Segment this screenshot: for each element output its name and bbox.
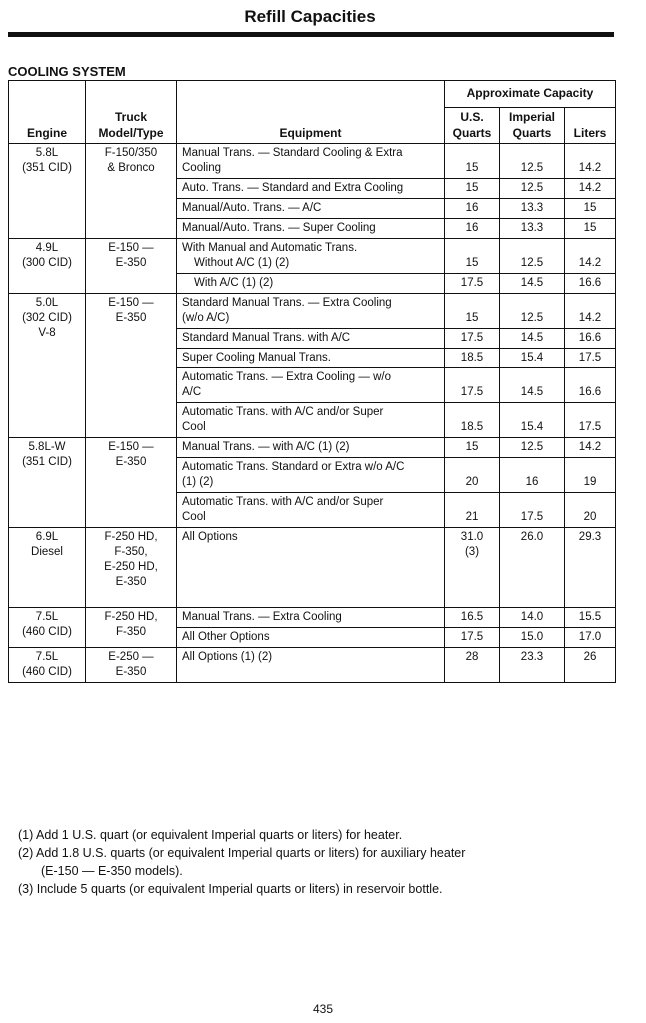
equipment-cell [177,238,445,273]
liters-cell-value: 17.5 [578,351,602,364]
us-quarts-cell-value: 17.5 [460,276,484,289]
liters-cell [565,273,616,293]
imperial-quarts-cell [500,273,565,293]
imperial-quarts-cell [500,238,565,273]
equipment-cell [177,273,445,293]
us-quarts-cell [445,368,500,403]
us-quarts-cell-value: 18.5 [460,421,484,434]
equipment-line: Standard Manual Trans. — Extra Cooling [182,296,392,309]
liters-cell [565,403,616,438]
equipment-line: Automatic Trans. — Extra Cooling — w/o [182,371,391,384]
liters-cell-value: 14.2 [578,182,602,195]
header-imp-line2: Quarts [512,125,552,140]
liters-cell-value: 16.6 [578,386,602,399]
equipment-line: All Options [182,530,238,543]
model-line: F-150/350 [104,147,158,160]
engine-line: 7.5L [35,650,59,663]
equipment-line: Cool [182,421,206,434]
us-quarts-cell [445,144,500,179]
imperial-quarts-cell [500,218,565,238]
imperial-quarts-cell [500,199,565,219]
equipment-cell [177,144,445,179]
imperial-quarts-cell-value: 26.0 [520,530,544,543]
model-cell [86,647,177,682]
us-quarts-cell [445,199,500,219]
us-quarts-note: (3) [464,545,480,558]
footnote-continuation: (E-150 — E-350 models). [41,864,183,879]
imperial-quarts-cell-value: 12.5 [520,162,544,175]
engine-line: (300 CID) [22,256,72,269]
equipment-line: Super Cooling Manual Trans. [182,351,331,364]
table-row [9,527,616,607]
footnote: (3) Include 5 quarts (or equivalent Imperial quarts or liters) in reservoir bottle. [18,882,443,897]
model-cell [86,607,177,647]
us-quarts-cell-value: 16 [465,202,479,214]
equipment-line: Manual Trans. — with A/C (1) (2) [182,441,350,454]
imperial-quarts-cell [500,403,565,438]
engine-line: V-8 [38,326,56,339]
imperial-quarts-cell-value: 13.3 [520,221,544,234]
header-equipment: Equipment [177,81,445,144]
liters-cell [565,493,616,528]
engine-line: (460 CID) [22,665,72,678]
model-cell [86,144,177,239]
engine-cell [9,238,86,293]
liters-cell [565,647,616,682]
model-line: E-150 — [108,441,154,454]
engine-cell [9,607,86,647]
equipment-line: Manual/Auto. Trans. — Super Cooling [182,221,376,234]
header-model [86,81,177,144]
engine-line: (302 CID) [22,311,72,324]
imperial-quarts-cell [500,627,565,647]
liters-cell-value: 15.5 [578,610,602,623]
us-quarts-cell-value: 31.0 [460,530,484,543]
liters-cell [565,238,616,273]
table-row [9,438,616,458]
model-line: F-250 HD, [104,610,158,623]
model-cell [86,527,177,607]
engine-line: 7.5L [35,610,59,623]
section-heading: COOLING SYSTEM [8,64,126,79]
imperial-quarts-cell-value: 12.5 [520,311,544,324]
imperial-quarts-cell-value: 23.3 [520,650,544,663]
equipment-line: Automatic Trans. with A/C and/or Super [182,406,384,419]
liters-cell [565,527,616,607]
liters-cell-value: 15 [583,221,597,234]
capacity-table [8,80,616,683]
liters-cell-value: 14.2 [578,441,602,454]
equipment-line: Without A/C (1) (2) [194,256,290,269]
table-row [9,144,616,179]
equipment-cell [177,368,445,403]
liters-cell [565,627,616,647]
engine-line: 6.9L [35,530,59,543]
engine-line: 5.8L-W [28,441,66,454]
equipment-cell [177,493,445,528]
engine-line: 5.8L [35,147,59,160]
imperial-quarts-cell [500,493,565,528]
model-line: E-350 [115,256,147,269]
imperial-quarts-cell [500,293,565,328]
header-imp-line1: Imperial [508,110,556,124]
engine-cell [9,647,86,682]
equipment-cell [177,218,445,238]
imperial-quarts-cell-value: 15.0 [520,630,544,643]
equipment-line: All Options (1) (2) [182,650,273,663]
us-quarts-cell [445,527,500,607]
liters-cell [565,348,616,368]
liters-cell [565,144,616,179]
engine-cell [9,144,86,239]
equipment-cell [177,527,445,607]
liters-cell-value: 26 [583,650,597,663]
equipment-cell [177,199,445,219]
liters-cell [565,293,616,328]
model-line: E-250 — [108,650,154,663]
equipment-cell [177,438,445,458]
header-liters: Liters [565,108,616,144]
us-quarts-cell-value: 16.5 [460,610,484,623]
equipment-cell [177,403,445,438]
imperial-quarts-cell [500,328,565,348]
equipment-cell [177,348,445,368]
liters-cell [565,438,616,458]
equipment-line: (1) (2) [182,476,214,489]
model-cell [86,293,177,438]
equipment-line: (w/o A/C) [182,311,230,324]
liters-cell-value: 16.6 [578,331,602,344]
imperial-quarts-cell-value: 14.5 [520,331,544,344]
us-quarts-cell-value: 18.5 [460,351,484,364]
liters-cell-value: 14.2 [578,311,602,324]
header-us-line2: Quarts [452,125,492,140]
equipment-line: With A/C (1) (2) [194,276,274,289]
table-row [9,607,616,627]
model-line: E-350 [115,665,147,678]
us-quarts-cell [445,458,500,493]
model-line: E-350 [115,456,147,469]
table-row [9,238,616,273]
equipment-line: All Other Options [182,630,270,643]
equipment-cell [177,627,445,647]
equipment-line: Manual Trans. — Extra Cooling [182,610,342,623]
equipment-line: Automatic Trans. Standard or Extra w/o A/C [182,461,405,474]
us-quarts-cell [445,179,500,199]
imperial-quarts-cell [500,607,565,627]
liters-cell-value: 20 [583,510,597,523]
equipment-line: Cooling [182,162,221,175]
model-line: E-350 [115,311,147,324]
liters-cell [565,607,616,627]
header-us-line1: U.S. [460,110,484,124]
us-quarts-cell [445,438,500,458]
engine-line: Diesel [31,545,63,558]
us-quarts-cell-value: 17.5 [460,630,484,643]
imperial-quarts-cell-value: 14.5 [520,276,544,289]
header-imperial-quarts [500,108,565,144]
imperial-quarts-cell-value: 17.5 [520,510,544,523]
us-quarts-cell-value: 15 [465,162,479,175]
model-line: E-250 HD, [104,560,158,573]
model-line: & Bronco [107,162,155,175]
header-approx-capacity: Approximate Capacity [445,81,616,108]
liters-cell-value: 14.2 [578,162,602,175]
page-title: Refill Capacities [244,7,376,26]
equipment-line: Manual Trans. — Standard Cooling & Extra [182,147,403,160]
header-model-line2: Model/Type [98,125,164,140]
us-quarts-cell [445,607,500,627]
equipment-line: Automatic Trans. with A/C and/or Super [182,496,384,508]
footnote: (1) Add 1 U.S. quart (or equivalent Imperial quarts or liters) for heater. [18,828,403,842]
engine-line: (351 CID) [22,456,72,469]
imperial-quarts-cell [500,527,565,607]
model-line: E-350 [115,575,147,588]
header-model-line1: Truck [114,110,147,124]
footnotes [18,826,638,899]
engine-line: 4.9L [35,241,59,254]
equipment-cell [177,607,445,627]
us-quarts-cell-value: 17.5 [460,331,484,344]
model-line: E-150 — [108,241,154,254]
model-line: F-350, [114,545,148,558]
table-body [9,144,616,682]
equipment-cell [177,179,445,199]
imperial-quarts-cell [500,458,565,493]
imperial-quarts-cell-value: 15.4 [520,421,544,434]
model-cell [86,238,177,293]
us-quarts-cell [445,348,500,368]
us-quarts-cell-value: 20 [465,476,479,489]
imperial-quarts-cell-value: 12.5 [520,441,544,454]
imperial-quarts-cell [500,647,565,682]
liters-cell-value: 17.5 [578,421,602,434]
imperial-quarts-cell-value: 12.5 [520,182,544,195]
imperial-quarts-cell [500,348,565,368]
liters-cell-value: 14.2 [578,256,602,269]
liters-cell-value: 19 [583,476,597,489]
equipment-line: With Manual and Automatic Trans. [182,241,358,254]
model-line: F-350 [115,625,147,638]
equipment-cell [177,293,445,328]
liters-cell [565,328,616,348]
us-quarts-cell [445,238,500,273]
engine-cell [9,438,86,528]
imperial-quarts-cell [500,438,565,458]
us-quarts-cell [445,493,500,528]
engine-line: (460 CID) [22,625,72,638]
table-row [9,647,616,682]
header-engine: Engine [9,81,86,144]
us-quarts-cell [445,647,500,682]
imperial-quarts-cell-value: 13.3 [520,202,544,214]
imperial-quarts-cell-value: 12.5 [520,256,544,269]
us-quarts-cell [445,273,500,293]
imperial-quarts-cell [500,368,565,403]
table-header [9,81,616,144]
us-quarts-cell [445,328,500,348]
imperial-quarts-cell-value: 14.5 [520,386,544,399]
model-line: F-250 HD, [104,530,158,543]
us-quarts-cell-value: 15 [465,256,479,269]
equipment-cell [177,647,445,682]
us-quarts-cell-value: 21 [465,510,479,523]
title-rule [8,32,614,37]
us-quarts-cell-value: 15 [465,182,479,195]
us-quarts-cell [445,403,500,438]
equipment-cell [177,458,445,493]
us-quarts-cell-value: 28 [465,650,479,663]
page-number: 435 [312,1002,334,1016]
imperial-quarts-cell [500,144,565,179]
header-us-quarts [445,108,500,144]
us-quarts-cell-value: 15 [465,311,479,324]
model-cell [86,438,177,528]
liters-cell-value: 29.3 [578,530,602,543]
liters-cell-value: 15 [583,202,597,214]
liters-cell-value: 17.0 [578,630,602,643]
us-quarts-cell-value: 16 [465,221,479,234]
engine-cell [9,293,86,438]
equipment-line: Standard Manual Trans. with A/C [182,331,351,344]
equipment-cell [177,328,445,348]
us-quarts-cell-value: 15 [465,441,479,454]
imperial-quarts-cell [500,179,565,199]
engine-line: (351 CID) [22,162,72,175]
liters-cell [565,199,616,219]
model-line: E-150 — [108,296,154,309]
imperial-quarts-cell-value: 16 [525,476,539,489]
liters-cell-value: 16.6 [578,276,602,289]
imperial-quarts-cell-value: 15.4 [520,351,544,364]
equipment-line: Auto. Trans. — Standard and Extra Cooling [182,182,404,195]
header-row-1 [9,81,616,108]
engine-cell [9,527,86,607]
equipment-line: Cool [182,510,206,523]
engine-line: 5.0L [35,296,59,309]
footnote: (2) Add 1.8 U.S. quarts (or equivalent Imperial quarts or liters) for auxiliary heater [18,846,466,861]
table-row [9,293,616,328]
us-quarts-cell [445,627,500,647]
us-quarts-cell-value: 17.5 [460,386,484,399]
us-quarts-cell [445,293,500,328]
equipment-line: A/C [182,386,202,399]
equipment-line: Manual/Auto. Trans. — A/C [182,202,322,214]
liters-cell [565,179,616,199]
imperial-quarts-cell-value: 14.0 [520,610,544,623]
liters-cell [565,218,616,238]
us-quarts-cell [445,218,500,238]
liters-cell [565,368,616,403]
liters-cell [565,458,616,493]
